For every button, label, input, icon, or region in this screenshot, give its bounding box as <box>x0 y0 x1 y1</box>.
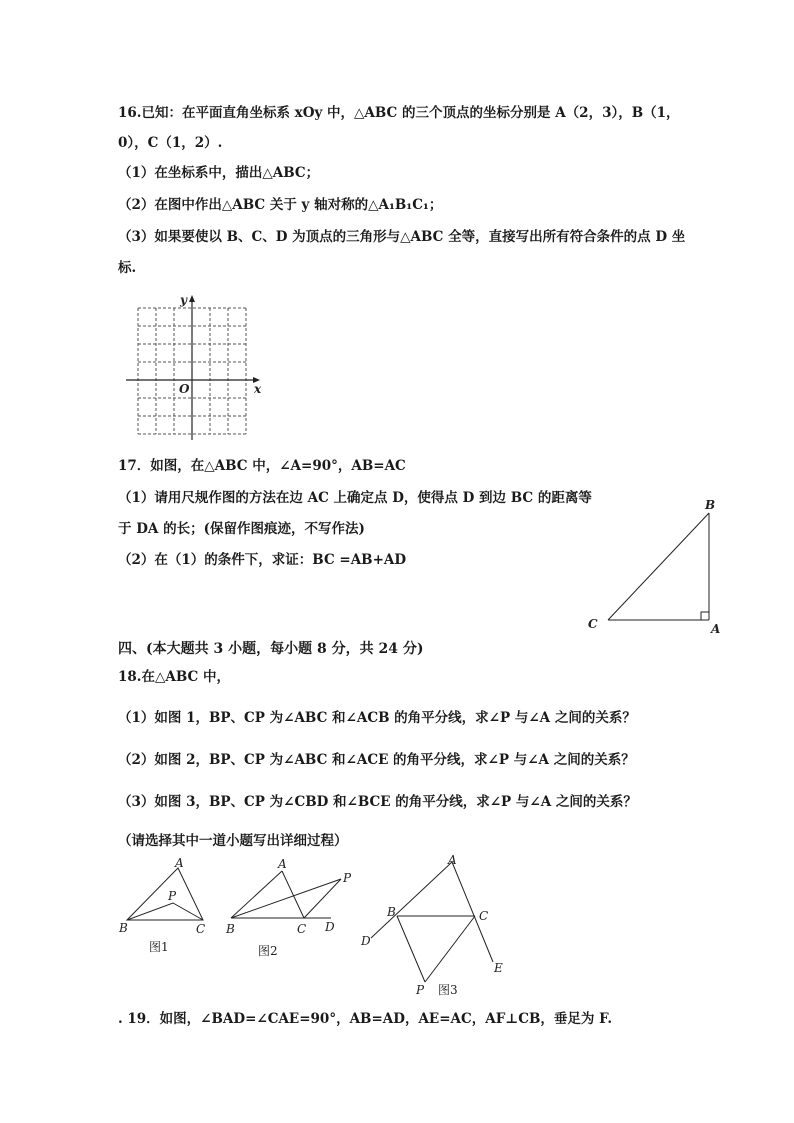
figure-2 <box>220 855 360 965</box>
q16-line-6: 标. <box>118 260 137 276</box>
q17-line-2: （1）请用尺规作图的方法在边 AC 上确定点 D，使得点 D 到边 BC 的距离等 <box>118 490 592 506</box>
vertex-a-label: A <box>711 622 721 636</box>
q19-line-1: . 19．如图，∠BAD=∠CAE=90°，AB=AD，AE=AC，AF⊥CB，垂足为 F. <box>118 1011 613 1027</box>
fig2-caption: 图2 <box>258 944 278 958</box>
q16-line-3: （1）在坐标系中，描出△ABC； <box>118 165 320 181</box>
fig3-bisector-cp <box>425 916 475 982</box>
origin-label: O <box>179 382 190 396</box>
vertex-b-label: B <box>705 498 716 512</box>
fig1-label-p: P <box>168 889 177 903</box>
fig3-bisector-bp <box>397 916 425 982</box>
fig2-edge-ba <box>231 871 282 918</box>
fig1-caption: 图1 <box>149 940 169 954</box>
y-axis-label: y <box>180 293 187 307</box>
figure-1 <box>115 855 215 955</box>
fig3-caption: 图3 <box>438 983 458 997</box>
right-triangle-figure <box>580 495 730 645</box>
fig1-label-b: B <box>119 921 128 935</box>
q17-line-3: 于 DA 的长；(保留作图痕迹，不写作法) <box>118 521 365 537</box>
q17-line-4: （2）在（1）的条件下，求证：BC =AB+AD <box>118 552 407 568</box>
fig2-bisector-cp <box>304 879 341 918</box>
fig2-label-p: P <box>343 871 352 885</box>
figure-3 <box>355 850 525 1000</box>
fig2-label-c: C <box>297 922 307 936</box>
q17-line-1: 17．如图，在△ABC 中，∠A=90°，AB=AC <box>118 458 406 474</box>
q16-line-5: （3）如果要使以 B、C、D 为顶点的三角形与△ABC 全等，直接写出所有符合条件的点 D 坐 <box>118 229 686 245</box>
fig2-label-d: D <box>325 920 335 934</box>
coordinate-grid-figure <box>120 290 270 450</box>
fig3-label-b: B <box>387 905 396 919</box>
y-axis-arrow <box>189 295 195 302</box>
fig3-label-p: P <box>416 983 425 997</box>
vertex-c-label: C <box>588 617 598 631</box>
fig3-label-e: E <box>494 961 503 975</box>
fig2-edge-ac <box>282 871 304 918</box>
fig2-label-a: A <box>278 857 287 871</box>
q18-line-4: （3）如图 3，BP、CP 为∠CBD 和∠BCE 的角平分线，求∠P 与∠A 之间的关系？ <box>118 794 637 810</box>
fig3-label-c: C <box>479 909 489 923</box>
q16-line-2: 0），C（1，2）. <box>118 135 223 151</box>
q18-line-1: 18.在△ABC 中， <box>118 669 230 685</box>
q18-line-2: （1）如图 1，BP、CP 为∠ABC 和∠ACB 的角平分线，求∠P 与∠A 之间的关系？ <box>118 710 636 726</box>
section-4-header: 四、(本大题共 3 小题，每小题 8 分，共 24 分) <box>118 641 424 657</box>
right-angle-mark <box>701 612 709 620</box>
fig3-label-a: A <box>448 853 457 867</box>
fig2-bisector-bp <box>231 879 341 918</box>
q16-line-1: 16.已知：在平面直角坐标系 xOy 中，△ABC 的三个顶点的坐标分别是 A（2，3），B（1， <box>118 105 680 121</box>
edge-cb <box>608 513 709 620</box>
fig2-label-b: B <box>226 922 235 936</box>
q18-line-5: （请选择其中一道小题写出详细过程） <box>118 833 348 849</box>
fig1-bisectors <box>127 903 203 920</box>
fig1-label-c: C <box>196 922 206 936</box>
fig1-label-a: A <box>175 856 184 870</box>
fig1-triangle-abc <box>127 868 203 920</box>
fig3-line-ad <box>371 862 452 938</box>
q16-line-4: （2）在图中作出△ABC 关于 y 轴对称的△A₁B₁C₁； <box>118 197 443 213</box>
x-axis-label: x <box>254 382 262 396</box>
q18-line-3: （2）如图 2，BP、CP 为∠ABC 和∠ACE 的角平分线，求∠P 与∠A 之间的关系？ <box>118 752 635 768</box>
fig3-label-d: D <box>361 934 371 948</box>
